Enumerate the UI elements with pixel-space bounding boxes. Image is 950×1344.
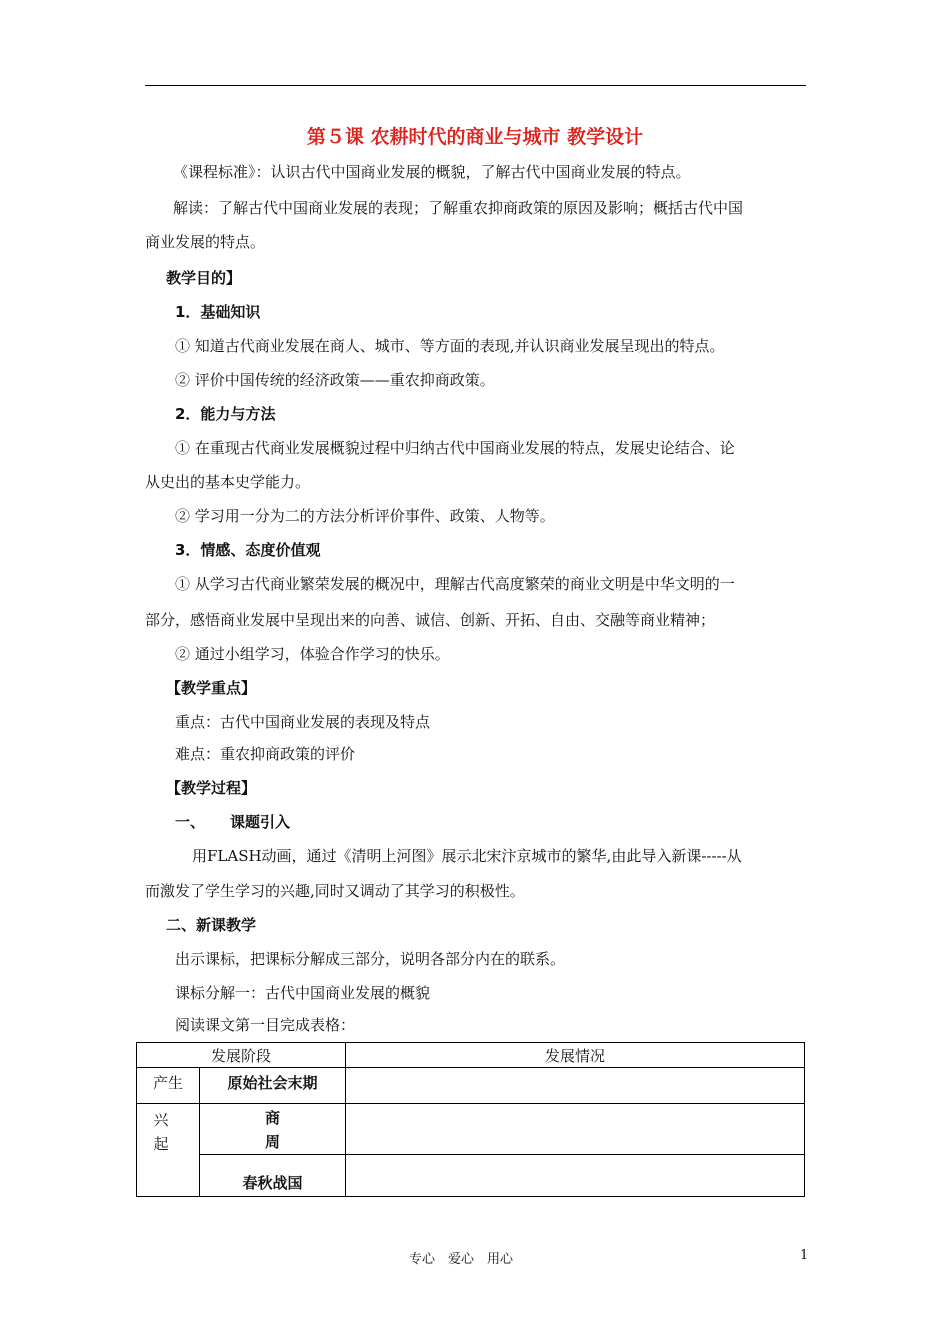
row-label-rise-char-1: 兴 [153,1111,169,1129]
document-title: 第５课 农耕时代的商业与城市 教学设计 [306,126,644,148]
new-lesson-line-1: 出示课标，把课标分解成三部分，说明各部分内在的联系。 [175,950,566,968]
table-header-stage: 发展阶段 [137,1043,346,1068]
page-number: 1 [800,1248,809,1263]
row-period-shang: 商 [264,1109,280,1127]
teaching-process-heading: 【教学过程】 [166,779,257,797]
emotion-item-1-line-1: ① 从学习古代商业繁荣发展的概况中，理解古代高度繁荣的商业文明是中华文明的一 [175,575,735,593]
ability-item-2: ② 学习用一分为二的方法分析评价事件、政策、人物等。 [175,507,555,525]
footer-motto: 专心 爱心 用心 [409,1252,514,1267]
row-label-rise-char-2: 起 [153,1135,169,1153]
table-cell-empty [346,1104,805,1155]
intro-section-title: 课题引入 [230,813,291,831]
ability-method-heading: 2．能力与方法 [175,405,276,423]
key-points-heading: 【教学重点】 [166,679,257,697]
row-period-primitive: 原始社会末期 [200,1068,346,1104]
new-lesson-heading: 二、新课教学 [166,916,257,934]
emotion-item-1-line-2: 部分，感悟商业发展中呈现出来的向善、诚信、创新、开拓、自由、交融等商业精神； [145,611,716,629]
difficult-point: 难点：重农抑商政策的评价 [175,745,356,763]
row-label-rise [137,1104,200,1197]
row-period-spring-autumn: 春秋战国 [200,1155,346,1197]
basic-knowledge-item-2: ② 评价中国传统的经济政策——重农抑商政策。 [175,371,495,389]
key-point: 重点：古代中国商业发展的表现及特点 [175,713,431,731]
table-cell-empty [346,1068,805,1104]
table-header-situation: 发展情况 [346,1043,805,1068]
curriculum-standard: 《课程标准》：认识古代中国商业发展的概貌，了解古代中国商业发展的特点。 [173,163,691,181]
emotion-values-heading: 3．情感、态度价值观 [175,541,321,559]
basic-knowledge-item-1: ① 知道古代商业发展在商人、城市、等方面的表现,并认识商业发展呈现出的特点。 [175,337,725,355]
row-label-origin: 产生 [137,1068,200,1104]
interpretation-line-1: 解读：了解古代中国商业发展的表现；了解重农抑商政策的原因及影响；概括古代中国 [173,199,744,217]
new-lesson-line-3: 阅读课文第一目完成表格： [175,1016,356,1034]
header-rule [145,85,806,86]
table-cell-empty [346,1155,805,1197]
teaching-goals-heading: 教学目的】 [166,269,242,287]
basic-knowledge-heading: 1．基础知识 [175,303,261,321]
emotion-item-2: ② 通过小组学习，体验合作学习的快乐。 [175,645,450,663]
row-period-shang-zhou [200,1104,346,1155]
new-lesson-line-2: 课标分解一：古代中国商业发展的概貌 [175,984,431,1002]
development-table [136,1042,805,1197]
ability-item-1-line-1: ① 在重现古代商业发展概貌过程中归纳古代中国商业发展的特点，发展史论结合、论 [175,439,735,457]
ability-item-1-line-2: 从史出的基本史学能力。 [145,473,311,491]
interpretation-line-2: 商业发展的特点。 [145,233,266,251]
intro-line-1: 用FLASH动画，通过《清明上河图》展示北宋汴京城市的繁华,由此导入新课-----从 [192,847,742,865]
intro-line-2: 而激发了学生学习的兴趣,同时又调动了其学习的积极性。 [145,882,525,900]
intro-section-number: 一、 [175,813,206,831]
row-period-zhou: 周 [264,1133,280,1151]
